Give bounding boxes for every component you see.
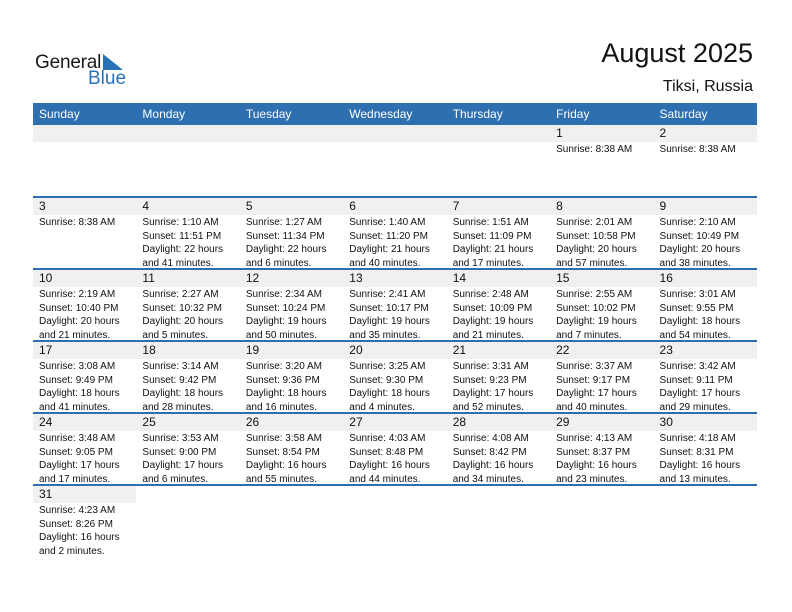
- day-details: [447, 359, 550, 414]
- week-row: [33, 342, 757, 414]
- daylight-minutes-text: and 52 minutes.: [452, 401, 524, 413]
- sunset-text: Sunset: 11:09 PM: [452, 230, 532, 242]
- daylight-minutes-text: and 40 minutes.: [556, 401, 628, 413]
- daylight-text: Daylight: 20 hours: [556, 244, 637, 255]
- day-details: [550, 215, 653, 270]
- daylight-minutes-text: and 13 minutes.: [659, 473, 731, 485]
- sunrise-text: Sunrise: 8:38 AM: [39, 217, 116, 228]
- sunset-text: Sunset: 11:20 PM: [349, 230, 429, 242]
- day-details: [136, 431, 239, 486]
- day-details: [447, 287, 550, 342]
- daylight-text: Daylight: 18 hours: [142, 388, 224, 399]
- day-details: [33, 431, 136, 486]
- sunrise-text: Sunrise: 3:08 AM: [39, 361, 116, 372]
- day-cell: [33, 270, 136, 340]
- page-title: August 2025: [601, 38, 753, 68]
- weekday-wednesday: Wednesday: [349, 107, 413, 121]
- day-number: 3: [33, 198, 136, 215]
- day-number: 10: [33, 270, 136, 287]
- day-details: [33, 359, 136, 414]
- sunrise-text: Sunrise: 2:55 AM: [556, 289, 633, 300]
- sunrise-text: Sunrise: 1:10 AM: [142, 217, 219, 228]
- day-details: [33, 215, 136, 230]
- weekday-tuesday: Tuesday: [245, 107, 292, 121]
- day-cell: [136, 198, 239, 268]
- day-details: [136, 287, 239, 342]
- sunset-text: Sunset: 9:11 PM: [659, 374, 733, 386]
- week-row: [33, 270, 757, 342]
- day-details: [550, 431, 653, 486]
- day-cell: [550, 125, 653, 196]
- day-details: [240, 215, 343, 270]
- daylight-minutes-text: and 57 minutes.: [556, 257, 628, 269]
- day-number: 13: [343, 270, 446, 287]
- daylight-minutes-text: and 7 minutes.: [556, 329, 622, 341]
- day-cell: [654, 125, 757, 196]
- sunset-text: Sunset: 8:26 PM: [39, 518, 113, 530]
- sunrise-text: Sunrise: 2:01 AM: [556, 217, 633, 228]
- day-number: 18: [136, 342, 239, 359]
- day-details: [240, 287, 343, 342]
- sunset-text: Sunset: 10:17 PM: [349, 302, 429, 314]
- calendar-grid: [33, 103, 757, 561]
- sunrise-text: Sunrise: 2:41 AM: [349, 289, 426, 300]
- day-details: [654, 287, 757, 342]
- sunrise-text: Sunrise: 1:27 AM: [245, 217, 322, 228]
- sunrise-text: Sunrise: 3:20 AM: [245, 361, 322, 372]
- day-cell: [447, 270, 550, 340]
- daylight-text: Daylight: 19 hours: [556, 316, 637, 327]
- sunrise-text: Sunrise: 3:37 AM: [556, 361, 633, 372]
- day-cell: [550, 270, 653, 340]
- day-number: 21: [447, 342, 550, 359]
- day-number: 17: [33, 342, 136, 359]
- sunrise-text: Sunrise: 4:08 AM: [452, 433, 529, 444]
- sunset-text: Sunset: 10:02 PM: [556, 302, 636, 314]
- day-number: 24: [33, 414, 136, 431]
- day-cell: [240, 342, 343, 412]
- logo-text-general: General: [35, 52, 102, 73]
- day-number: 25: [136, 414, 239, 431]
- daylight-minutes-text: and 21 minutes.: [452, 329, 524, 341]
- sunrise-text: Sunrise: 4:13 AM: [556, 433, 633, 444]
- sunrise-text: Sunrise: 3:58 AM: [245, 433, 322, 444]
- day-cell: [33, 342, 136, 412]
- sunset-text: Sunset: 11:34 PM: [245, 230, 325, 242]
- daylight-minutes-text: and 55 minutes.: [245, 473, 318, 485]
- day-number: 28: [447, 414, 550, 431]
- daylight-minutes-text: and 5 minutes.: [142, 329, 209, 341]
- daylight-text: Daylight: 18 hours: [349, 388, 430, 399]
- weekday-sunday: Sunday: [39, 107, 80, 121]
- day-number: 1: [550, 125, 653, 142]
- day-number: 26: [240, 414, 343, 431]
- day-cell: [240, 414, 343, 484]
- sunset-text: Sunset: 9:00 PM: [142, 446, 217, 458]
- daylight-text: Daylight: 18 hours: [39, 388, 120, 399]
- week-row: [33, 414, 757, 486]
- daylight-text: Daylight: 16 hours: [39, 532, 120, 543]
- daylight-minutes-text: and 50 minutes.: [245, 329, 318, 341]
- weekday-monday: Monday: [142, 107, 186, 121]
- day-details: [240, 142, 343, 143]
- sunrise-text: Sunrise: 8:38 AM: [659, 144, 736, 155]
- daylight-text: Daylight: 22 hours: [142, 244, 224, 255]
- sunrise-text: Sunrise: 2:34 AM: [245, 289, 322, 300]
- daylight-text: Daylight: 18 hours: [245, 388, 327, 399]
- daylight-minutes-text: and 21 minutes.: [39, 329, 111, 341]
- day-details: [343, 215, 446, 270]
- daylight-minutes-text: and 29 minutes.: [659, 401, 731, 413]
- daylight-minutes-text: and 44 minutes.: [349, 473, 421, 485]
- day-number: 23: [654, 342, 757, 359]
- daylight-minutes-text: and 54 minutes.: [659, 329, 731, 341]
- week-row: [33, 486, 757, 561]
- sunset-text: Sunset: 9:55 PM: [659, 302, 734, 314]
- day-number: [136, 125, 239, 142]
- daylight-minutes-text: and 41 minutes.: [39, 401, 111, 413]
- daylight-text: Daylight: 19 hours: [245, 316, 327, 327]
- day-cell: [550, 198, 653, 268]
- sunrise-text: Sunrise: 1:51 AM: [452, 217, 529, 228]
- daylight-text: Daylight: 16 hours: [349, 460, 430, 471]
- empty-day-cell: [343, 125, 446, 196]
- daylight-minutes-text: and 35 minutes.: [349, 329, 421, 341]
- daylight-text: Daylight: 17 hours: [659, 388, 741, 399]
- day-cell: [447, 414, 550, 484]
- sunset-text: Sunset: 10:58 PM: [556, 230, 636, 242]
- sunset-text: Sunset: 10:49 PM: [659, 230, 740, 242]
- sunset-text: Sunset: 9:49 PM: [39, 374, 113, 386]
- sunrise-text: Sunrise: 2:48 AM: [452, 289, 529, 300]
- sunrise-text: Sunrise: 2:19 AM: [39, 289, 116, 300]
- day-cell: [550, 414, 653, 484]
- day-number: 30: [654, 414, 757, 431]
- daylight-minutes-text: and 40 minutes.: [349, 257, 421, 269]
- day-number: 15: [550, 270, 653, 287]
- day-details: [33, 287, 136, 342]
- daylight-minutes-text: and 41 minutes.: [142, 257, 214, 269]
- weekday-thursday: Thursday: [452, 107, 503, 121]
- day-cell: [447, 342, 550, 412]
- daylight-text: Daylight: 17 hours: [452, 388, 534, 399]
- daylight-text: Daylight: 18 hours: [659, 316, 741, 327]
- day-number: 31: [33, 486, 136, 503]
- day-number: 5: [240, 198, 343, 215]
- day-number: 6: [343, 198, 446, 215]
- day-details: [240, 431, 343, 486]
- day-cell: [654, 342, 757, 412]
- day-details: [654, 359, 757, 414]
- week-row: [33, 198, 757, 270]
- daylight-text: Daylight: 20 hours: [659, 244, 741, 255]
- daylight-text: Daylight: 16 hours: [245, 460, 327, 471]
- daylight-text: Daylight: 16 hours: [556, 460, 637, 471]
- day-details: [136, 215, 239, 270]
- sunset-text: Sunset: 8:54 PM: [245, 446, 320, 458]
- daylight-minutes-text: and 17 minutes.: [39, 473, 111, 485]
- daylight-minutes-text: and 6 minutes.: [142, 473, 209, 485]
- day-details: [654, 215, 757, 270]
- sunset-text: Sunset: 8:42 PM: [452, 446, 527, 458]
- day-number: 19: [240, 342, 343, 359]
- logo-text-blue: Blue: [88, 68, 127, 89]
- day-cell: [33, 198, 136, 268]
- daylight-minutes-text: and 4 minutes.: [349, 401, 415, 413]
- day-details: [654, 431, 757, 486]
- day-details: [343, 431, 446, 486]
- weekday-friday: Friday: [556, 107, 590, 121]
- day-details: [447, 215, 550, 270]
- empty-day-cell: [136, 125, 239, 196]
- day-number: 11: [136, 270, 239, 287]
- daylight-text: Daylight: 17 hours: [39, 460, 120, 471]
- day-details: [136, 142, 239, 143]
- location-subtitle: Tiksi, Russia: [662, 78, 753, 95]
- day-number: 8: [550, 198, 653, 215]
- day-details: [550, 359, 653, 414]
- sunset-text: Sunset: 11:51 PM: [142, 230, 222, 242]
- day-cell: [654, 270, 757, 340]
- day-cell: [343, 414, 446, 484]
- day-details: [33, 503, 136, 558]
- sunset-text: Sunset: 9:05 PM: [39, 446, 113, 458]
- sunrise-text: Sunrise: 3:48 AM: [39, 433, 116, 444]
- daylight-text: Daylight: 17 hours: [142, 460, 224, 471]
- daylight-text: Daylight: 22 hours: [245, 244, 327, 255]
- day-cell: [136, 414, 239, 484]
- day-number: [240, 125, 343, 142]
- day-number: 20: [343, 342, 446, 359]
- sunrise-text: Sunrise: 3:01 AM: [659, 289, 736, 300]
- day-number: [343, 125, 446, 142]
- sunrise-text: Sunrise: 1:40 AM: [349, 217, 426, 228]
- day-details: [240, 359, 343, 414]
- sunrise-text: Sunrise: 3:53 AM: [142, 433, 219, 444]
- day-details: [550, 287, 653, 342]
- sunset-text: Sunset: 9:36 PM: [245, 374, 320, 386]
- sunset-text: Sunset: 10:40 PM: [39, 302, 119, 314]
- weekday-saturday: Saturday: [659, 107, 708, 121]
- daylight-text: Daylight: 21 hours: [349, 244, 430, 255]
- day-number: [447, 125, 550, 142]
- sunrise-text: Sunrise: 2:27 AM: [142, 289, 219, 300]
- day-cell: [343, 270, 446, 340]
- day-cell: [240, 198, 343, 268]
- sunset-text: Sunset: 8:48 PM: [349, 446, 424, 458]
- empty-day-cell: [33, 125, 136, 196]
- day-number: 29: [550, 414, 653, 431]
- day-number: 7: [447, 198, 550, 215]
- sunrise-text: Sunrise: 8:38 AM: [556, 144, 633, 155]
- day-details: [343, 287, 446, 342]
- day-cell: [33, 486, 136, 561]
- day-number: 14: [447, 270, 550, 287]
- logo: [35, 52, 135, 88]
- day-number: 9: [654, 198, 757, 215]
- sunset-text: Sunset: 10:32 PM: [142, 302, 222, 314]
- day-number: 22: [550, 342, 653, 359]
- day-details: [33, 142, 136, 143]
- daylight-text: Daylight: 20 hours: [39, 316, 120, 327]
- daylight-text: Daylight: 20 hours: [142, 316, 224, 327]
- daylight-text: Daylight: 19 hours: [452, 316, 534, 327]
- day-cell: [33, 414, 136, 484]
- day-cell: [136, 342, 239, 412]
- day-details: [550, 142, 653, 157]
- daylight-text: Daylight: 21 hours: [452, 244, 534, 255]
- weeks-container: [33, 125, 757, 561]
- weekday-header-row: [33, 103, 757, 125]
- sunset-text: Sunset: 9:30 PM: [349, 374, 424, 386]
- daylight-minutes-text: and 23 minutes.: [556, 473, 628, 485]
- daylight-minutes-text: and 6 minutes.: [245, 257, 312, 269]
- day-cell: [654, 198, 757, 268]
- day-details: [447, 142, 550, 143]
- day-details: [136, 359, 239, 414]
- sunset-text: Sunset: 9:17 PM: [556, 374, 631, 386]
- daylight-text: Daylight: 19 hours: [349, 316, 430, 327]
- daylight-minutes-text: and 2 minutes.: [39, 545, 105, 557]
- sunset-text: Sunset: 9:23 PM: [452, 374, 527, 386]
- day-number: 16: [654, 270, 757, 287]
- sunrise-text: Sunrise: 3:42 AM: [659, 361, 736, 372]
- sunset-text: Sunset: 8:37 PM: [556, 446, 631, 458]
- day-cell: [240, 270, 343, 340]
- day-number: 12: [240, 270, 343, 287]
- sunset-text: Sunset: 8:31 PM: [659, 446, 734, 458]
- daylight-minutes-text: and 28 minutes.: [142, 401, 214, 413]
- sunrise-text: Sunrise: 3:25 AM: [349, 361, 426, 372]
- daylight-minutes-text: and 34 minutes.: [452, 473, 524, 485]
- day-cell: [343, 198, 446, 268]
- sunrise-text: Sunrise: 2:10 AM: [659, 217, 736, 228]
- daylight-text: Daylight: 17 hours: [556, 388, 637, 399]
- sunrise-text: Sunrise: 3:14 AM: [142, 361, 219, 372]
- sunset-text: Sunset: 10:09 PM: [452, 302, 533, 314]
- day-cell: [654, 414, 757, 484]
- day-details: [447, 431, 550, 486]
- day-cell: [550, 342, 653, 412]
- day-cell: [136, 270, 239, 340]
- daylight-minutes-text: and 17 minutes.: [452, 257, 524, 269]
- day-cell: [343, 342, 446, 412]
- day-details: [654, 142, 757, 157]
- daylight-minutes-text: and 16 minutes.: [245, 401, 318, 413]
- sunrise-text: Sunrise: 4:18 AM: [659, 433, 736, 444]
- day-number: 27: [343, 414, 446, 431]
- day-details: [343, 142, 446, 143]
- day-number: [33, 125, 136, 142]
- sunset-text: Sunset: 9:42 PM: [142, 374, 217, 386]
- sunset-text: Sunset: 10:24 PM: [245, 302, 326, 314]
- daylight-text: Daylight: 16 hours: [452, 460, 534, 471]
- daylight-text: Daylight: 16 hours: [659, 460, 741, 471]
- sunrise-text: Sunrise: 4:23 AM: [39, 505, 116, 516]
- week-row: [33, 125, 757, 198]
- day-number: 4: [136, 198, 239, 215]
- day-details: [343, 359, 446, 414]
- day-number: 2: [654, 125, 757, 142]
- day-cell: [447, 198, 550, 268]
- sunrise-text: Sunrise: 3:31 AM: [452, 361, 529, 372]
- daylight-minutes-text: and 38 minutes.: [659, 257, 731, 269]
- sunrise-text: Sunrise: 4:03 AM: [349, 433, 426, 444]
- empty-day-cell: [240, 125, 343, 196]
- empty-day-cell: [447, 125, 550, 196]
